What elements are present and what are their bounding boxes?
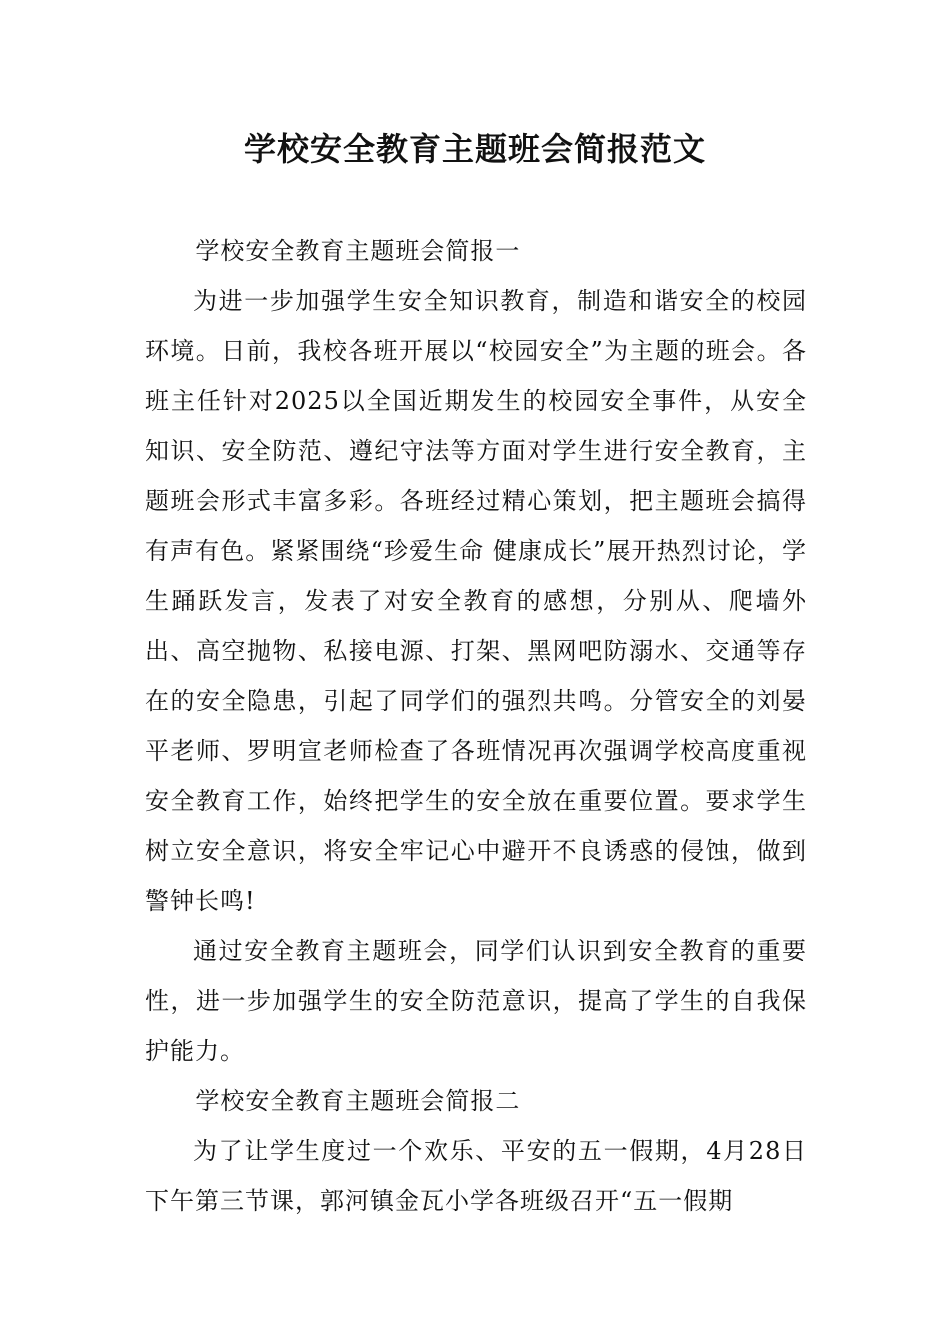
section-heading-1: 学校安全教育主题班会简报一 [195, 237, 521, 265]
paragraph-1: 为进一步加强学生安全知识教育，制造和谐安全的校园环境。日前，我校各班开展以“校园安全”为主题的班会。各班主任针对2025以全国近期发生的校园安全事件，从安全知识、安全防范、遵纪守法等方面对学生进行安全教育，主题班会形式丰富多彩。各班经过精心策划，把主题班会搞得有声有色。紧紧围绕“珍爱生命 健康成长”展开热烈讨论，学生踊跃发言，发表了对安全教育的感想，分别从、爬墙外出、高空抛物、私接电源、打架、黑网吧防溺水、交通等存在的安全隐患，引起了同学们的强烈共鸣。分管安全的刘晏平老师、罗明宣老师检查了各班情况再次强调学校高度重视安全教育工作，始终把学生的安全放在重要位置。要求学生树立安全意识，将安全牢记心中避开不良诱惑的侵蚀，做到警钟长鸣! [145, 287, 807, 915]
document-body [145, 226, 807, 1226]
document-title: 学校安全教育主题班会简报范文 [243, 130, 706, 168]
paragraph-3: 为了让学生度过一个欢乐、平安的五一假期，4月28日下午第三节课，郭河镇金瓦小学各班级召开“五一假期 [145, 1137, 807, 1215]
paragraph-2: 通过安全教育主题班会，同学们认识到安全教育的重要性，进一步加强学生的安全防范意识，提高了学生的自我保护能力。 [145, 937, 807, 1065]
section-heading-2: 学校安全教育主题班会简报二 [195, 1087, 521, 1115]
